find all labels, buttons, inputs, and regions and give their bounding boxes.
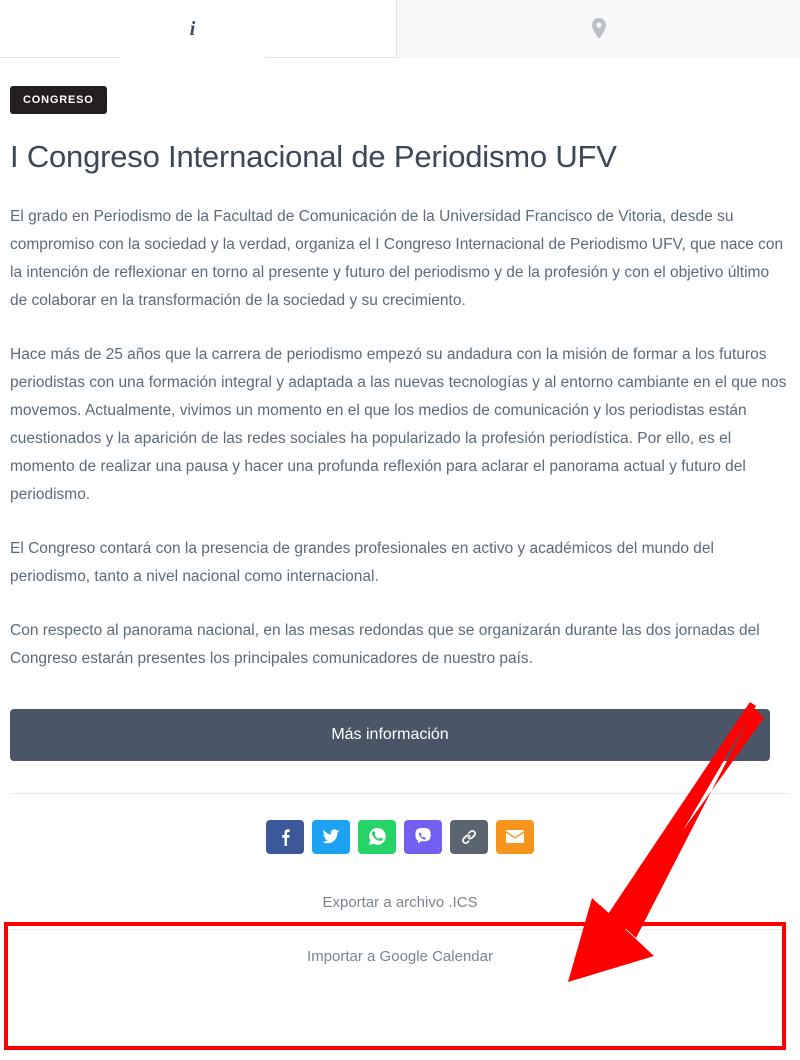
info-icon: i bbox=[189, 17, 196, 40]
description-paragraph-3: El Congreso contará con la presencia de grandes profesionales en activo y académicos del mundo del periodismo, tanto a nivel nacional como internacional. bbox=[10, 539, 714, 585]
map-pin-icon bbox=[590, 17, 608, 41]
status-badge: CONGRESO bbox=[10, 86, 107, 114]
share-facebook-button[interactable] bbox=[266, 820, 304, 854]
event-detail bbox=[0, 58, 800, 983]
share-copy-link-button[interactable] bbox=[450, 820, 488, 854]
import-google-calendar-link[interactable]: Importar a Google Calendar bbox=[10, 929, 790, 983]
twitter-icon bbox=[322, 829, 340, 844]
description-paragraph-2: Hace más de 25 años que la carrera de periodismo empezó su andadura con la misión de formar a los futuros periodistas con una formación integral y adaptada a las nuevas tecnologías y al entorno cambiante en el que nos movemos. Actualmente, vivimos un momento en el que los medios de comunicación y los periodistas están cuestionados y la aparición de las redes sociales ha popularizado la profesión periodística. Por ello, es el momento de realizar una pausa y hacer una profunda reflexión para aclarar el panorama actual y futuro del periodismo. bbox=[10, 345, 787, 503]
share-buttons bbox=[10, 820, 790, 854]
share-twitter-button[interactable] bbox=[312, 820, 350, 854]
envelope-icon bbox=[506, 830, 524, 843]
share-viber-button[interactable] bbox=[404, 820, 442, 854]
page-title: I Congreso Internacional de Periodismo UFV bbox=[10, 139, 617, 174]
section-divider bbox=[10, 793, 790, 794]
viber-icon bbox=[415, 828, 431, 845]
description-paragraph-1: El grado en Periodismo de la Facultad de Comunicación de la Universidad Francisco de Vitoria, desde su compromiso con la sociedad y la verdad, organiza el I Congreso Internacional de Periodismo UFV, que nace con la intención de reflexionar en torno al presente y futuro del periodismo y de la profesión y con el objetivo último de colaborar en la transformación de la sociedad y su crecimiento. bbox=[10, 207, 784, 309]
calendar-actions bbox=[10, 876, 790, 983]
tab-strip bbox=[0, 0, 800, 58]
export-ics-link[interactable]: Exportar a archivo .ICS bbox=[322, 893, 478, 911]
facebook-icon bbox=[281, 828, 290, 846]
whatsapp-icon bbox=[369, 828, 386, 845]
share-email-button[interactable] bbox=[496, 820, 534, 854]
description-paragraph-4: Con respecto al panorama nacional, en las mesas redondas que se organizarán durante las dos jornadas del Congreso estarán presentes los principales comunicadores de nuestro país. bbox=[10, 621, 760, 667]
share-whatsapp-button[interactable] bbox=[358, 820, 396, 854]
tab-location[interactable] bbox=[396, 0, 800, 58]
link-icon bbox=[461, 829, 477, 845]
tab-info[interactable] bbox=[120, 0, 265, 58]
more-info-button[interactable]: Más información bbox=[10, 709, 770, 761]
